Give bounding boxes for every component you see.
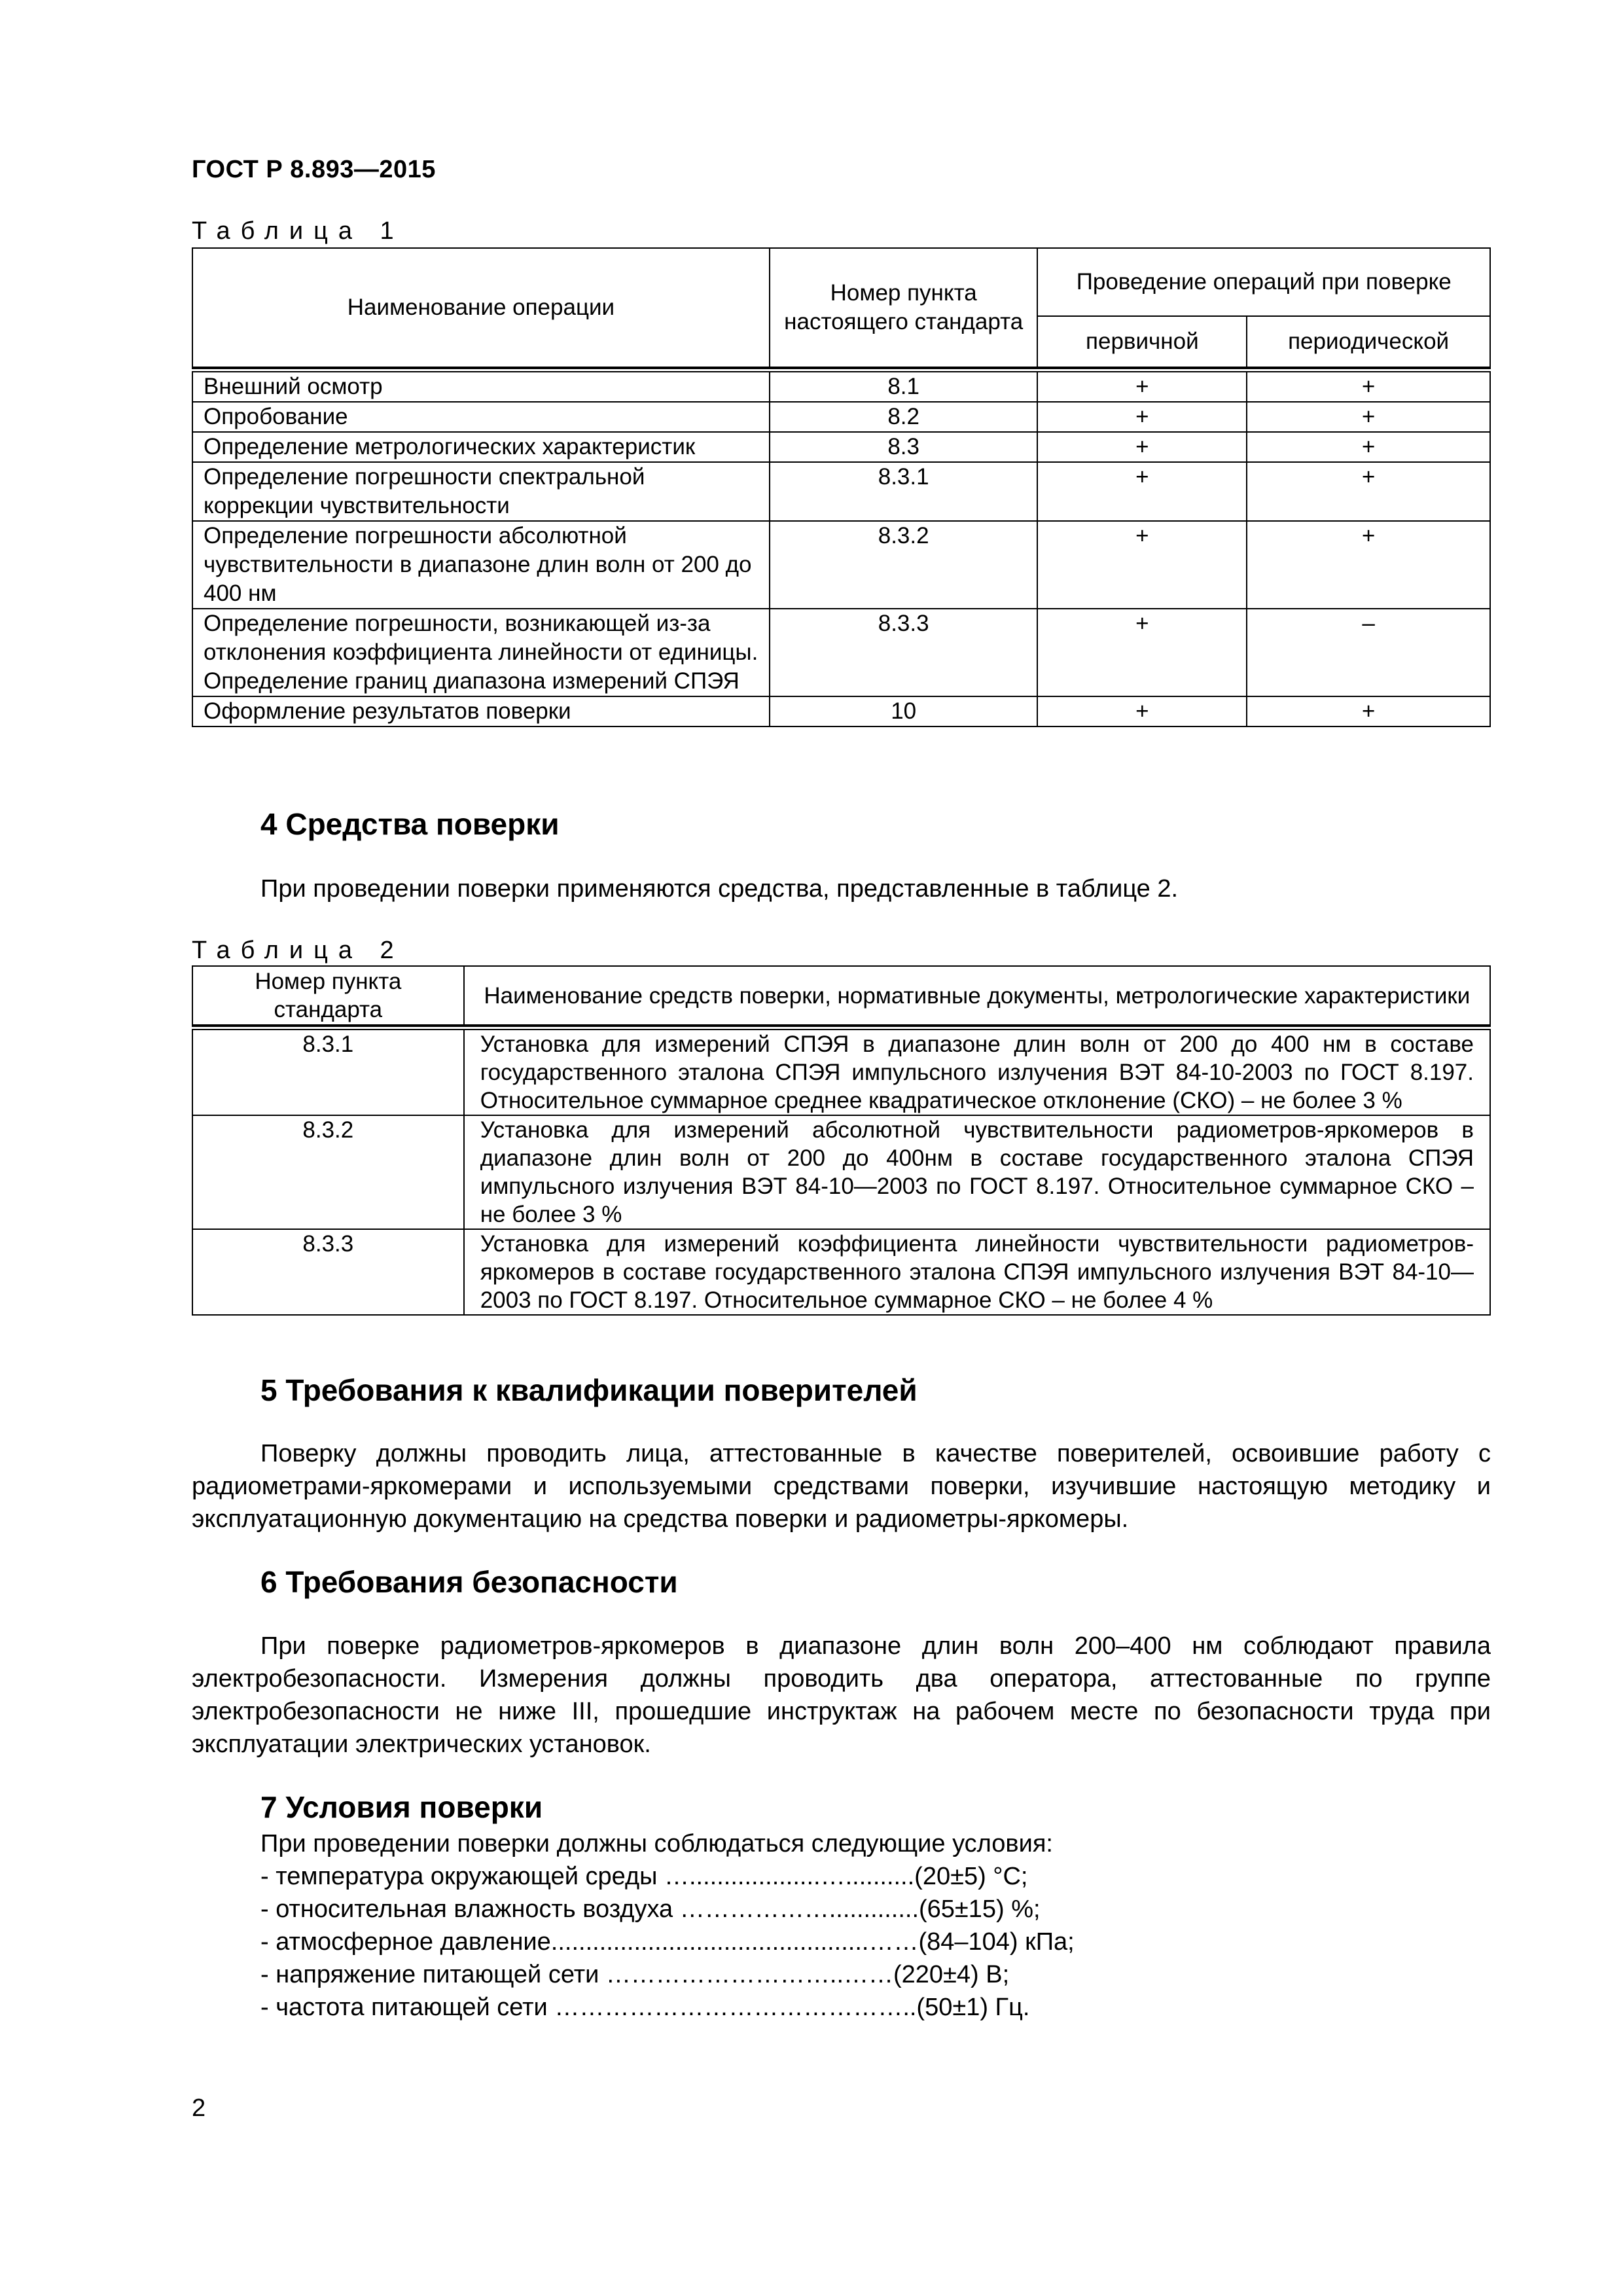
- operation-periodic: +: [1247, 402, 1490, 432]
- table2-header-row: [192, 966, 1490, 1025]
- table1-col-periodic: периодической: [1247, 316, 1490, 367]
- operation-item: 10: [770, 696, 1038, 726]
- operation-name: Оформление результатов поверки: [192, 696, 770, 726]
- list-item: - атмосферное давление..............................................……(84–104) кПа;: [260, 1928, 1075, 1956]
- operation-item: 8.3: [770, 432, 1038, 462]
- verification-means-table: [192, 965, 1491, 1316]
- operation-item: 8.2: [770, 402, 1038, 432]
- section6-title: 6 Требования безопасности: [260, 1565, 678, 1599]
- section4-title: 4 Средства поверки: [260, 807, 560, 841]
- operation-item: 8.1: [770, 370, 1038, 403]
- table1-col-item: Номер пункта настоящего стандарта: [770, 248, 1038, 367]
- table-row: [192, 1229, 1490, 1315]
- operation-periodic: +: [1247, 462, 1490, 521]
- operation-primary: +: [1037, 521, 1247, 609]
- operation-primary: +: [1037, 402, 1247, 432]
- table-row: [192, 402, 1490, 432]
- section5-text: Поверку должны проводить лица, аттестованные в качестве поверителей, освоившие работу с радиометрами-яркомерами и используемыми средствами поверки, изучившие настоящую методику и эксплуатационную документацию на средства поверки и радиометры-яркомеры.: [192, 1440, 1491, 1533]
- table-row: [192, 521, 1490, 609]
- means-description: Установка для измерений абсолютной чувствительности радиометров-яркомеров в диапазоне длин волн от 200 до 400нм в составе государственного эталона СПЭЯ импульсного излучения ВЭТ 84-10—2003 по ГОСТ 8.197. Относительное суммарное СКО – не более 3 %: [464, 1115, 1490, 1229]
- operation-item: 8.3.1: [770, 462, 1038, 521]
- table-row: [192, 462, 1490, 521]
- operation-periodic: +: [1247, 432, 1490, 462]
- operation-periodic: +: [1247, 696, 1490, 726]
- operation-periodic: +: [1247, 370, 1490, 403]
- operation-name: Внешний осмотр: [192, 370, 770, 403]
- operation-item: 8.3.3: [770, 609, 1038, 696]
- document-code-header: ГОСТ Р 8.893—2015: [192, 156, 436, 183]
- list-item: - частота питающей сети ……………………………………..(50±1) Гц.: [260, 1994, 1030, 2021]
- operation-primary: +: [1037, 432, 1247, 462]
- operation-name: Определение погрешности абсолютной чувствительности в диапазоне длин волн от 200 до 400 нм: [192, 521, 770, 609]
- table-row: [192, 1028, 1490, 1116]
- operation-name: Определение погрешности спектральной коррекции чувствительности: [192, 462, 770, 521]
- operation-name: Определение погрешности, возникающей из-за отклонения коэффициента линейности от единицы. Определение границ диапазона измерений СПЭЯ: [192, 609, 770, 696]
- page-number: 2: [192, 2094, 206, 2122]
- operation-periodic: –: [1247, 609, 1490, 696]
- table-row: [192, 609, 1490, 696]
- table1-caption: Таблица 1: [192, 217, 404, 245]
- operation-periodic: +: [1247, 521, 1490, 609]
- means-item: 8.3.3: [192, 1229, 464, 1315]
- operation-primary: +: [1037, 609, 1247, 696]
- table2-col-item: Номер пункта стандарта: [192, 966, 464, 1025]
- table1-col-name: Наименование операции: [192, 248, 770, 367]
- section5-title: 5 Требования к квалификации поверителей: [260, 1373, 918, 1407]
- table1-col-primary: первичной: [1037, 316, 1247, 367]
- list-item: - напряжение питающей сети ………………………..……(220±4) В;: [260, 1961, 1010, 1988]
- means-description: Установка для измерений СПЭЯ в диапазоне длин волн от 200 до 400 нм в составе государственного эталона СПЭЯ импульсного излучения ВЭТ 84-10-2003 по ГОСТ 8.197. Относительное суммарное среднее квадратическое отклонение (СКО) – не более 3 %: [464, 1028, 1490, 1116]
- table-row: [192, 370, 1490, 403]
- conditions-list: [260, 1860, 1075, 2024]
- operation-item: 8.3.2: [770, 521, 1038, 609]
- list-item: - температура окружающей среды …...................…..........(20±5) °С;: [260, 1863, 1028, 1890]
- table2-caption: Таблица 2: [192, 937, 404, 964]
- operation-name: Опробование: [192, 402, 770, 432]
- table2-col-desc: Наименование средств поверки, нормативные документы, метрологические характеристики: [464, 966, 1490, 1025]
- table1-header-row: [192, 248, 1490, 316]
- table-row: [192, 432, 1490, 462]
- section6-text: При поверке радиометров-яркомеров в диапазоне длин волн 200–400 нм соблюдают правила электробезопасности. Измерения должны проводить два оператора, аттестованные по группе электробезопасности не ниже III, прошедшие инструктаж на рабочем месте по безопасности труда при эксплуатации электрических установок.: [192, 1632, 1491, 1758]
- section4-text: При проведении поверки применяются средства, представленные в таблице 2.: [260, 875, 1179, 903]
- means-description: Установка для измерений коэффициента линейности чувствительности радиометров-яркомеров в составе государственного эталона СПЭЯ импульсного излучения ВЭТ 84-10—2003 по ГОСТ 8.197. Относительное суммарное СКО – не более 4 %: [464, 1229, 1490, 1315]
- table1-col-ops: Проведение операций при поверке: [1037, 248, 1490, 316]
- section7-title: 7 Условия поверки: [260, 1790, 543, 1824]
- operation-primary: +: [1037, 696, 1247, 726]
- list-item: - относительная влажность воздуха ……………….............(65±15) %;: [260, 1895, 1041, 1923]
- operation-primary: +: [1037, 370, 1247, 403]
- operation-name: Определение метрологических характеристик: [192, 432, 770, 462]
- table-row: [192, 696, 1490, 726]
- means-item: 8.3.1: [192, 1028, 464, 1116]
- means-item: 8.3.2: [192, 1115, 464, 1229]
- operation-primary: +: [1037, 462, 1247, 521]
- section7-intro: При проведении поверки должны соблюдаться следующие условия:: [260, 1830, 1053, 1857]
- operations-table: [192, 247, 1491, 727]
- table-row: [192, 1115, 1490, 1229]
